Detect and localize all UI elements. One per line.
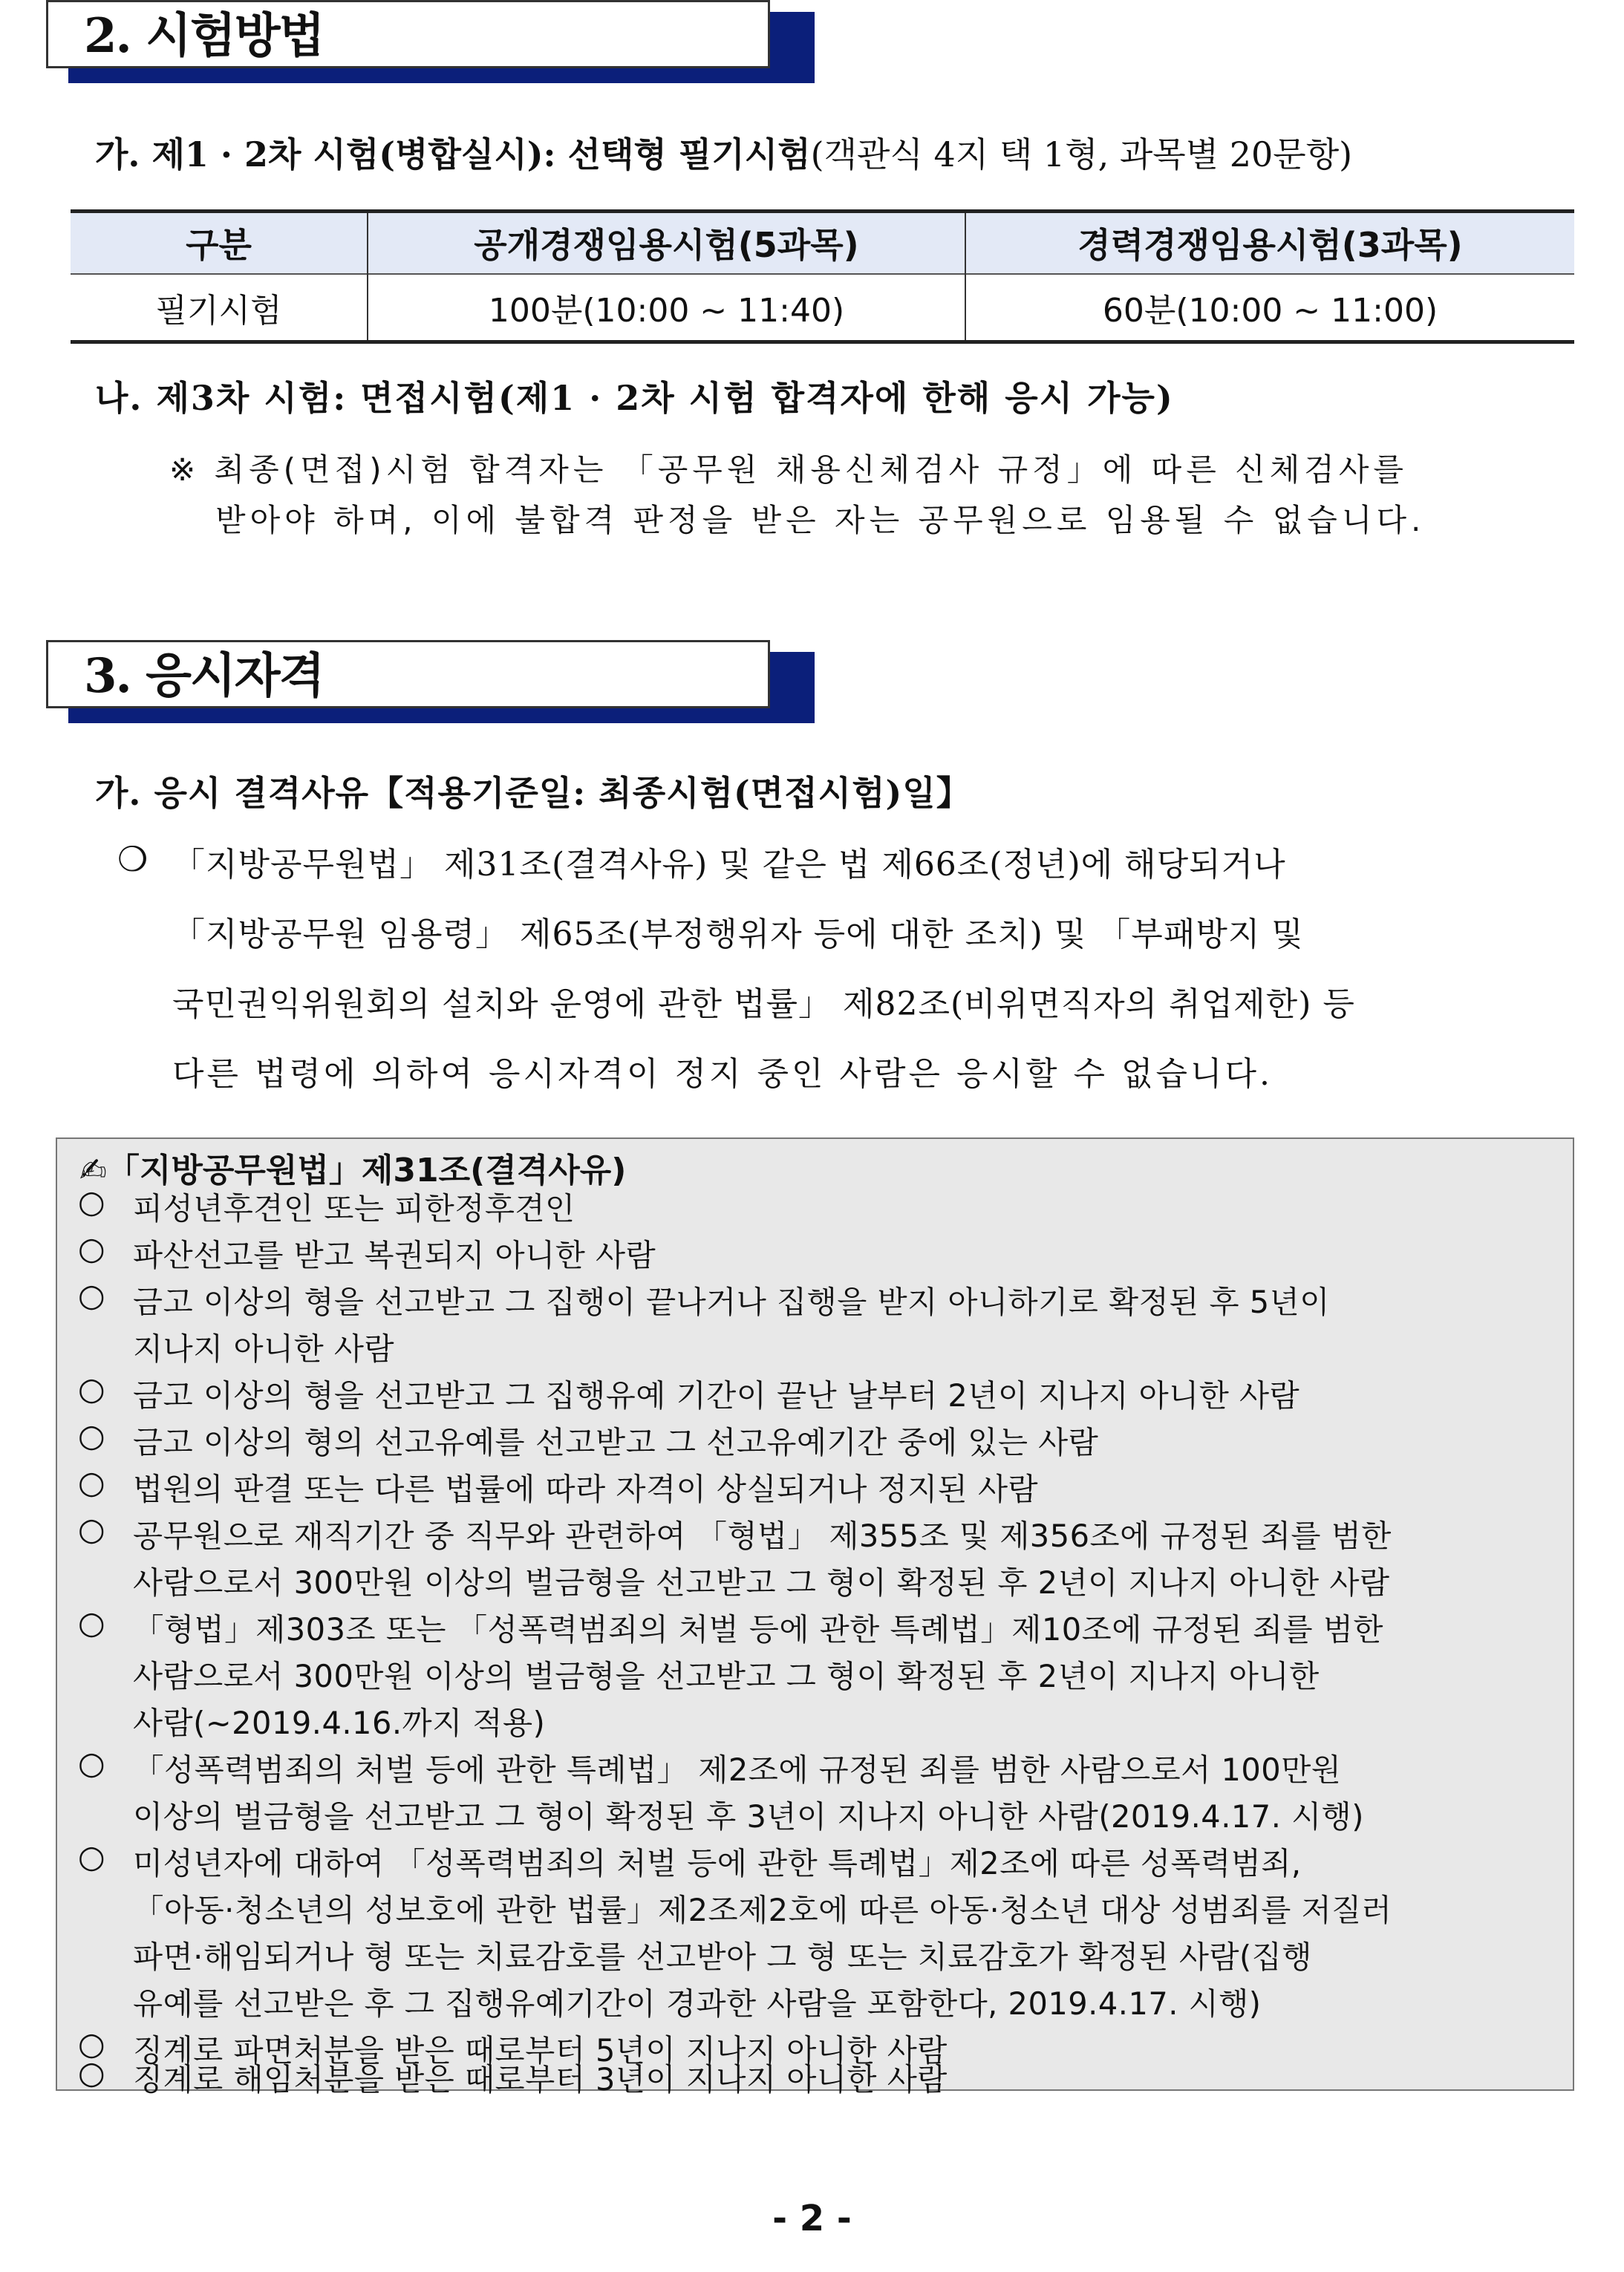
list-item: 피성년후견인 또는 피한정후견인 [133,1190,575,1227]
list-item-continued: 파면·해임되거나 형 또는 치료감호를 선고받아 그 형 또는 치료감호가 확정된 사람(집행 [133,1939,1312,1975]
section-3-title: 3. 응시자격 [84,648,324,704]
table-row [71,274,1574,342]
box-title: ✍「지방공무원법」제31조(결격사유) [79,1152,627,1189]
table-cell: 100분(10:00 ~ 11:40) [368,274,965,342]
paragraph-line: 「지방공무원 임용령」 제65조(부정행위자 등에 대한 조치) 및 「부패방지 및 [172,915,1304,953]
section-3-header [46,640,792,723]
table-header-cell: 경력경쟁임용시험(3과목) [965,212,1574,274]
table-header-cell: 구분 [71,212,368,274]
table-cell: 필기시험 [71,274,368,342]
item-ga-disqualification: 가. 응시 결격사유【적용기준일: 최종시험(면접시험)일】 [95,773,971,813]
list-item: 금고 이상의 형을 선고받고 그 집행유예 기간이 끝난 날부터 2년이 지나지 아니한 사람 [133,1377,1300,1414]
table-cell: 60분(10:00 ~ 11:00) [965,274,1574,342]
list-bullet: ○ [78,2025,105,2062]
paragraph-line: 다른 법령에 의하여 응시자격이 정지 중인 사람은 응시할 수 없습니다. [172,1055,1273,1093]
list-bullet: ○ [78,1745,105,1781]
header-box [46,640,770,708]
list-item: 「성폭력범죄의 처벌 등에 관한 특례법」 제2조에 규정된 죄를 범한 사람으로서 100만원 [133,1752,1342,1788]
list-item: 금고 이상의 형을 선고받고 그 집행이 끝나거나 집행을 받지 아니하기로 확정된 후 5년이 [133,1284,1330,1320]
list-item-continued: 유예를 선고받은 후 그 집행유예기간이 경과한 사람을 포함한다, 2019.4.17. 시행) [133,1985,1262,2022]
list-item: 법원의 판결 또는 다른 법률에 따라 자격이 상실되거나 정지된 사람 [133,1471,1039,1507]
list-item: 「형법」제303조 또는 「성폭력범죄의 처벌 등에 관한 특례법」제10조에 규정된 죄를 범한 [133,1611,1384,1648]
section-2-header [46,0,792,83]
list-item-continued: 지나지 아니한 사람 [133,1331,395,1367]
list-bullet: ○ [78,1230,105,1267]
list-bullet: ○ [78,2054,105,2091]
list-item: 미성년자에 대하여 「성폭력범죄의 처벌 등에 관한 특례법」제2조에 따른 성폭력범죄, [133,1845,1302,1881]
item-ga-normal: (객관식 4지 택 1형, 과목별 20문항) [810,134,1353,174]
note-line-2: 받아야 하며, 이에 불합격 판정을 받은 자는 공무원으로 임용될 수 없습니다. [215,502,1426,538]
item-ga-method [95,128,1352,177]
list-item-continued: 이상의 벌금형을 선고받고 그 형이 확정된 후 3년이 지나지 아니한 사람(2019.4.17. 시행) [133,1798,1364,1835]
list-item-continued: 사람(~2019.4.16.까지 적용) [133,1705,546,1741]
list-item-continued: 「아동·청소년의 성보호에 관한 법률」제2조제2호에 따른 아동·청소년 대상 성범죄를 저질러 [133,1892,1392,1928]
section-2-title: 2. 시험방법 [84,8,324,64]
paragraph-line: 「지방공무원법」 제31조(결격사유) 및 같은 법 제66조(정년)에 해당되거나 [172,846,1286,884]
list-bullet: ○ [78,1511,105,1547]
header-box [46,0,770,68]
list-bullet: ○ [78,1838,105,1875]
note-line-1: ※ 최종(면접)시험 합격자는 「공무원 채용신체검사 규정」에 따른 신체검사를 [169,451,1409,488]
item-na-interview: 나. 제3차 시험: 면접시험(제1 · 2차 시험 합격자에 한해 응시 가능) [95,378,1174,418]
table-header-row [71,212,1574,274]
list-item-continued: 사람으로서 300만원 이상의 벌금형을 선고받고 그 형이 확정된 후 2년이 지나지 아니한 [133,1658,1320,1694]
paragraph-bullet: ❍ [117,839,149,879]
list-bullet: ○ [78,1464,105,1501]
list-bullet: ○ [78,1371,105,1407]
item-ga-bold: 가. 제1 · 2차 시험(병합실시): 선택형 필기시험 [95,134,811,174]
page-number: - 2 - [772,2198,852,2239]
table-header-cell: 공개경쟁임용시험(5과목) [368,212,965,274]
list-item: 금고 이상의 형의 선고유예를 선고받고 그 선고유예기간 중에 있는 사람 [133,1424,1099,1460]
list-item: 공무원으로 재직기간 중 직무와 관련하여 「형법」 제355조 및 제356조에 규정된 죄를 범한 [133,1518,1392,1554]
disqualification-box [56,1137,1574,2098]
list-bullet: ○ [78,1417,105,1454]
list-item: 징계로 해임처분을 받은 때로부터 3년이 지나지 아니한 사람 [133,2061,948,2098]
exam-time-table [71,209,1574,344]
paragraph-line: 국민권익위원회의 설치와 운영에 관한 법률」 제82조(비위면직자의 취업제한) 등 [172,985,1355,1023]
list-item-continued: 사람으로서 300만원 이상의 벌금형을 선고받고 그 형이 확정된 후 2년이 지나지 아니한 사람 [133,1564,1390,1601]
list-item: 징계로 파면처분을 받은 때로부터 5년이 지나지 아니한 사람 [133,2032,948,2069]
list-bullet: ○ [78,1605,105,1641]
list-bullet: ○ [78,1277,105,1313]
list-bullet: ○ [78,1184,105,1220]
list-item: 파산선고를 받고 복권되지 아니한 사람 [133,1237,656,1273]
